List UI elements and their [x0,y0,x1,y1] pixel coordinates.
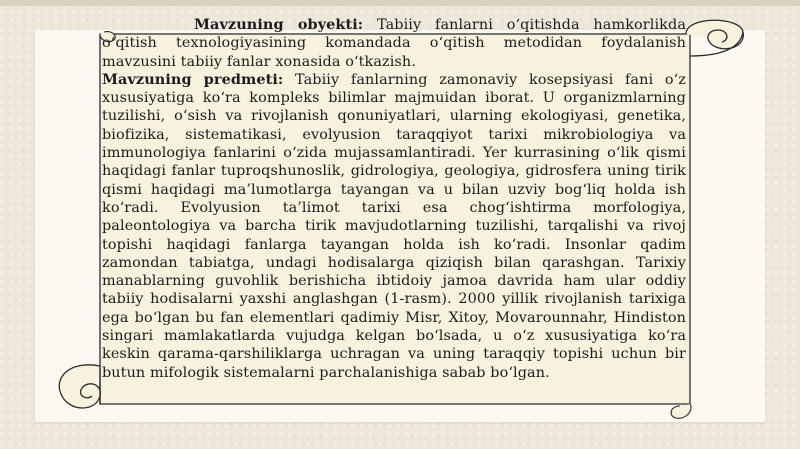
object-paragraph [102,16,686,71]
subject-paragraph [102,71,686,382]
object-text: Tabiiy fanlarni o‘qitishda hamkorlikda o‘qitish texnologiyasining komandada o‘qitish metodidan foydalanish mavzusini tabiiy fanlar xonasida o‘tkazish. [102,17,686,70]
scroll-curl-top-right [686,20,743,49]
subject-text: Tabiiy fanlarning zamonaviy kosepsiyasi fani o‘z xususiyatiga ko‘ra kompleks bilimlar majmuidan iborat. U organizmlarning tuzilishi, o‘sish va rivojlanish qonuniyatlari, ularning ekologiyasi, genetika, biofizika, sistematikasi, evolyusion taraqqiyot tarixi mikrobiologiya va immunologiya fanlarini o‘zida mujassamlantiradi. Yer kurrasining o‘lik qismi haqidagi fanlar tuproqshunoslik, gidrologiya, geologiya, gidrosfera uning tirik qismi haqidagi ma’lumotlarga tayangan va u bilan uzviy bog‘liq holda ish ko‘radi. Evolyusion ta’limot tarixi esa chog‘ishtirma morfologiya, paleontologiya va barcha tirik mavjudotlarning tuzilishi, tarqalishi va rivoj topishi haqidagi fanlarga tayangan holda ish ko‘radi. Insonlar qadim zamondan tabiatga, undagi hodisalarga qiziqish bilan qarashgan. Tarixiy manablarning guvohlik berishicha ibtidoiy jamoa davrida ham ular oddiy tabiiy hodisalarni yaxshi anglashgan (1-rasm). 2000 yillik rivojlanish tarixiga ega bo‘lgan bu fan elementlari qadimiy Misr, Xitoy, Movarounnahr, Hindiston singari mamlakatlarda vujudga kelgan bo‘lsada, u o‘z xususiyatiga ko‘ra keskin qarama-qarshiliklarga uchragan va uning taraqqiy topishi uchun bir butun mifologik sistemalarni parchalanishiga sabab bo‘lgan. [102,71,686,381]
text-block [102,16,686,382]
object-label: Mavzuning obyekti: [194,16,364,33]
scroll-curl-bottom-left [59,365,100,408]
subject-label: Mavzuning predmeti: [102,70,284,88]
scroll-fold-bottom-right [671,404,691,418]
